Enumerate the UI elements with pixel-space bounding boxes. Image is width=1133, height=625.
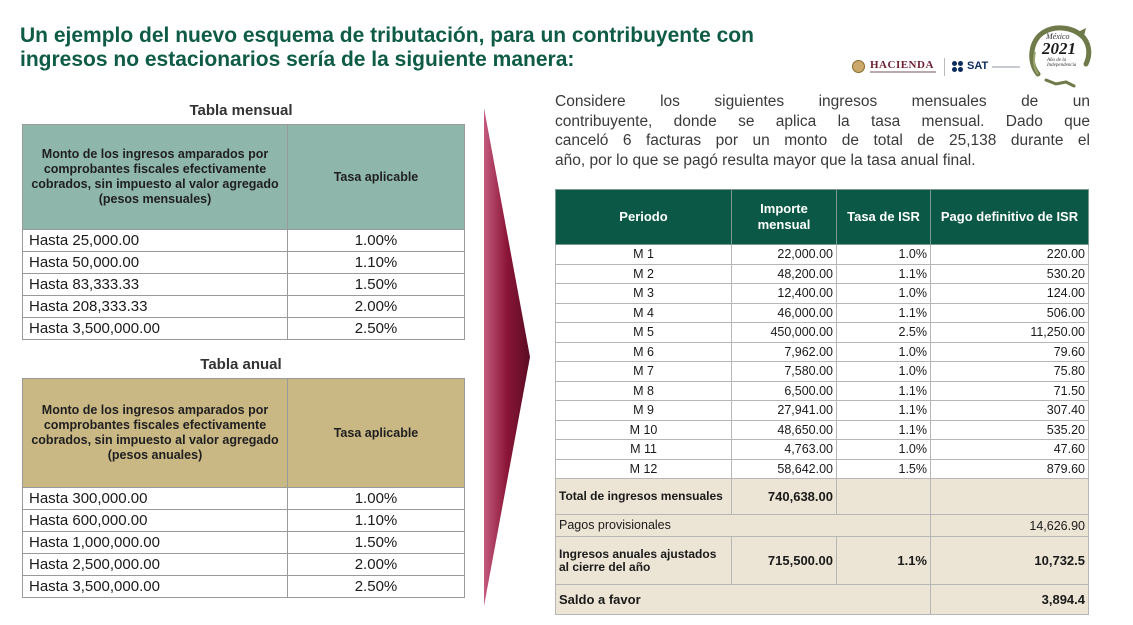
importe-cell: 7,580.00 (732, 362, 837, 382)
table-row (556, 245, 1089, 265)
periodo-cell: M 9 (556, 401, 732, 421)
table-row (556, 303, 1089, 323)
table-row (556, 381, 1089, 401)
periodo-cell: M 7 (556, 362, 732, 382)
tasa-cell: 2.5% (837, 323, 931, 343)
pago-cell: 506.00 (931, 303, 1089, 323)
periodo-cell: M 6 (556, 342, 732, 362)
intro-paragraph (555, 92, 1090, 170)
emblem-year: 2021 (1042, 39, 1076, 58)
table-header-row (556, 190, 1089, 245)
emblem-country: México (1046, 32, 1070, 41)
sat-dots-icon (952, 61, 964, 73)
monto-cell: Hasta 600,000.00 (23, 510, 288, 532)
importe-cell: 6,500.00 (732, 381, 837, 401)
table-row (23, 252, 465, 274)
pago-cell: 530.20 (931, 264, 1089, 284)
column-header-tasa: Tasa aplicable (288, 125, 465, 230)
eagle-seal-icon (852, 60, 865, 73)
periodo-cell: M 3 (556, 284, 732, 304)
periodo-cell: M 10 (556, 420, 732, 440)
table-row (23, 296, 465, 318)
page-title-line-1: Un ejemplo del nuevo esquema de tributación, para un contribuyente con (20, 24, 754, 47)
tasa-cell: 1.1% (837, 401, 931, 421)
pago-cell: 124.00 (931, 284, 1089, 304)
table-header-row (23, 379, 465, 488)
importe-cell: 4,763.00 (732, 440, 837, 460)
total-tasa-empty (837, 479, 931, 515)
tasa-cell: 2.00% (288, 296, 465, 318)
column-header-tasa: Tasa aplicable (288, 379, 465, 488)
hacienda-logo-subline (870, 71, 936, 73)
tasa-cell: 1.50% (288, 274, 465, 296)
pago-cell: 79.60 (931, 342, 1089, 362)
page-title-line-2: ingresos no estacionarios sería de la siguiente manera: (20, 48, 575, 71)
monto-cell: Hasta 3,500,000.00 (23, 318, 288, 340)
importe-cell: 12,400.00 (732, 284, 837, 304)
table-row (556, 440, 1089, 460)
hacienda-logo (848, 58, 940, 76)
sat-logo-text: SAT (967, 60, 989, 72)
mexico-2021-emblem (1026, 24, 1092, 90)
periodo-cell: M 4 (556, 303, 732, 323)
pago-cell: 535.20 (931, 420, 1089, 440)
total-label: Total de ingresos mensuales (556, 479, 732, 515)
importe-cell: 48,650.00 (732, 420, 837, 440)
importe-cell: 7,962.00 (732, 342, 837, 362)
tasa-cell: 1.0% (837, 362, 931, 382)
tasa-cell: 1.0% (837, 440, 931, 460)
sat-logo-subline (992, 66, 1020, 68)
importe-cell: 46,000.00 (732, 303, 837, 323)
emblem-subtitle: Año de la Independencia (1047, 58, 1077, 68)
pago-cell: 879.60 (931, 459, 1089, 479)
column-header-monto: Monto de los ingresos amparados por comprobantes fiscales efectivamente cobrados, sin impuesto al valor agregado (pesos mensuales) (23, 125, 288, 230)
periodo-cell: M 12 (556, 459, 732, 479)
tabla-mensual (22, 124, 465, 340)
intro-line-3: canceló 6 facturas por un monto de total de 25,138 durante el (555, 132, 1090, 149)
importe-cell: 450,000.00 (732, 323, 837, 343)
tasa-cell: 1.10% (288, 510, 465, 532)
total-importe: 740,638.00 (732, 479, 837, 515)
importe-cell: 27,941.00 (732, 401, 837, 421)
saldo-pago: 3,894.4 (931, 585, 1089, 615)
table-row (556, 323, 1089, 343)
tabla-mensual-caption: Tabla mensual (189, 102, 293, 119)
anuales-tasa: 1.1% (837, 537, 931, 585)
logo-bar (848, 24, 1128, 90)
pago-cell: 220.00 (931, 245, 1089, 265)
monto-cell: Hasta 83,333.33 (23, 274, 288, 296)
table-row (23, 576, 465, 598)
table-row (23, 274, 465, 296)
saldo-label: Saldo a favor (556, 585, 931, 615)
monto-cell: Hasta 25,000.00 (23, 230, 288, 252)
intro-line-4: año, por lo que se pagó resulta mayor que la tasa anual final. (555, 151, 976, 169)
logo-divider (944, 58, 945, 76)
table-header-row (23, 125, 465, 230)
importe-cell: 22,000.00 (732, 245, 837, 265)
table-row (556, 284, 1089, 304)
tasa-cell: 1.1% (837, 381, 931, 401)
tasa-cell: 1.00% (288, 488, 465, 510)
periodo-cell: M 5 (556, 323, 732, 343)
tasa-cell: 1.0% (837, 284, 931, 304)
importe-cell: 58,642.00 (732, 459, 837, 479)
table-row (23, 488, 465, 510)
pago-cell: 75.80 (931, 362, 1089, 382)
tabla-anual (22, 378, 465, 598)
intro-line-1: Considere los siguientes ingresos mensuales de un (555, 93, 1090, 110)
chevron-right-arrow-icon (484, 108, 530, 606)
provisionales-label: Pagos provisionales (556, 515, 931, 537)
monto-cell: Hasta 1,000,000.00 (23, 532, 288, 554)
periodo-cell: M 11 (556, 440, 732, 460)
column-header-periodo: Periodo (556, 190, 732, 245)
table-row (556, 420, 1089, 440)
table-row (23, 532, 465, 554)
page-title (20, 24, 900, 72)
table-row (556, 401, 1089, 421)
provisionales-pago: 14,626.90 (931, 515, 1089, 537)
tasa-cell: 2.50% (288, 318, 465, 340)
tabla-isr (555, 189, 1089, 615)
tasa-cell: 1.1% (837, 303, 931, 323)
periodo-cell: M 1 (556, 245, 732, 265)
tasa-cell: 1.5% (837, 459, 931, 479)
total-row (556, 479, 1089, 515)
tasa-cell: 1.00% (288, 230, 465, 252)
tasa-cell: 1.0% (837, 245, 931, 265)
table-row (556, 264, 1089, 284)
saldo-row (556, 585, 1089, 615)
tasa-cell: 2.50% (288, 576, 465, 598)
table-row (23, 230, 465, 252)
column-header-monto: Monto de los ingresos amparados por comprobantes fiscales efectivamente cobrados, sin impuesto al valor agregado (pesos anuales) (23, 379, 288, 488)
anuales-importe: 715,500.00 (732, 537, 837, 585)
monto-cell: Hasta 2,500,000.00 (23, 554, 288, 576)
anuales-label: Ingresos anuales ajustados al cierre del año (556, 537, 732, 585)
table-row (23, 510, 465, 532)
monto-cell: Hasta 300,000.00 (23, 488, 288, 510)
table-row (556, 342, 1089, 362)
tasa-cell: 1.0% (837, 342, 931, 362)
table-row (556, 459, 1089, 479)
monto-cell: Hasta 50,000.00 (23, 252, 288, 274)
table-row (23, 554, 465, 576)
tasa-cell: 1.50% (288, 532, 465, 554)
importe-cell: 48,200.00 (732, 264, 837, 284)
tasa-cell: 2.00% (288, 554, 465, 576)
intro-line-2: contribuyente, donde se aplica la tasa mensual. Dado que (555, 112, 1090, 130)
sat-logo (952, 58, 1022, 76)
tasa-cell: 1.1% (837, 264, 931, 284)
column-header-tasa-isr: Tasa de ISR (837, 190, 931, 245)
tasa-cell: 1.10% (288, 252, 465, 274)
tabla-anual-caption: Tabla anual (200, 356, 282, 373)
column-header-pago: Pago definitivo de ISR (931, 190, 1089, 245)
pago-cell: 11,250.00 (931, 323, 1089, 343)
hacienda-logo-text: HACIENDA (870, 59, 934, 71)
pago-cell: 71.50 (931, 381, 1089, 401)
anuales-row (556, 537, 1089, 585)
provisionales-row (556, 515, 1089, 537)
total-pago-empty (931, 479, 1089, 515)
tasa-cell: 1.1% (837, 420, 931, 440)
pago-cell: 47.60 (931, 440, 1089, 460)
pago-cell: 307.40 (931, 401, 1089, 421)
table-row (556, 362, 1089, 382)
anuales-pago: 10,732.5 (931, 537, 1089, 585)
column-header-importe: Importe mensual (732, 190, 837, 245)
monto-cell: Hasta 3,500,000.00 (23, 576, 288, 598)
table-row (23, 318, 465, 340)
monto-cell: Hasta 208,333.33 (23, 296, 288, 318)
periodo-cell: M 2 (556, 264, 732, 284)
periodo-cell: M 8 (556, 381, 732, 401)
